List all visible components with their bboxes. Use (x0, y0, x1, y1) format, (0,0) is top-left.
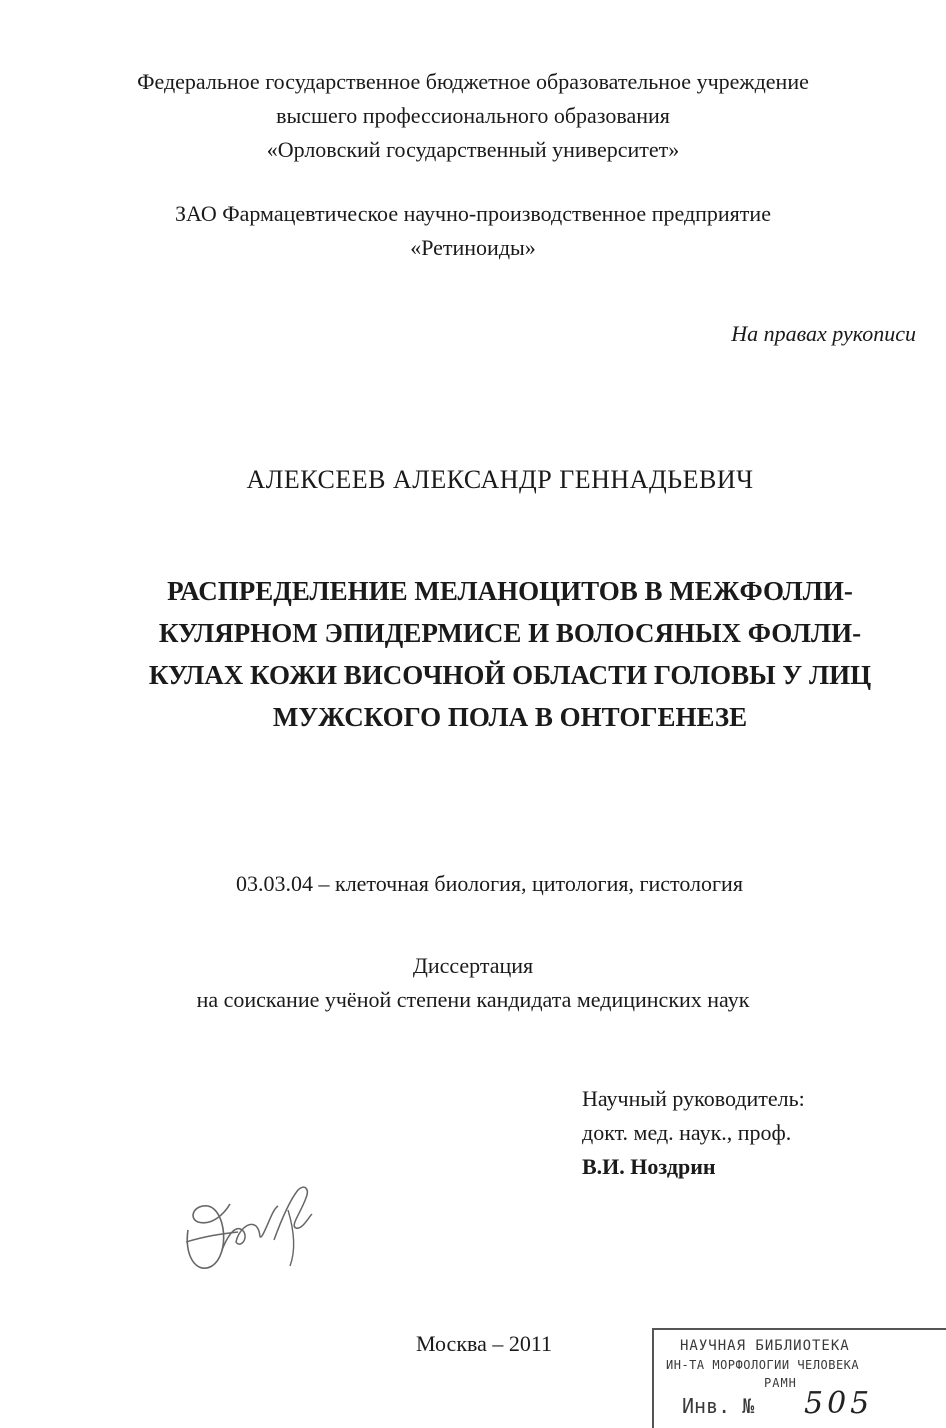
institution-line-1: Федеральное государственное бюджетное образовательное учреждение (137, 69, 809, 94)
title-line: КУЛЯРНОМ ЭПИДЕРМИСЕ И ВОЛОСЯНЫХ ФОЛЛИ- (158, 618, 862, 648)
supervisor-name: В.И. Ноздрин (582, 1154, 716, 1179)
handwritten-signature (178, 1170, 328, 1280)
supervisor-degree: докт. мед. наук., проф. (582, 1120, 792, 1145)
partner-line-1: ЗАО Фармацевтическое научно-производственное предприятие (175, 201, 771, 226)
specialty-code: 03.03.04 – клеточная биология, цитология, гистология (236, 871, 743, 896)
stamp-library: НАУЧНАЯ БИБЛИОТЕКА (680, 1338, 850, 1354)
library-stamp (652, 1328, 946, 1428)
rights-note: На правах рукописи (731, 321, 916, 346)
stamp-institute: ИН-ТА МОРФОЛОГИИ ЧЕЛОВЕКА (666, 1358, 860, 1372)
institution-line-2: высшего профессионального образования (276, 103, 670, 128)
dissertation-title (110, 570, 910, 738)
work-type-line-1: Диссертация (412, 953, 534, 978)
stamp-academy: РАМН (764, 1376, 797, 1390)
author-name: АЛЕКСЕЕВ АЛЕКСАНДР ГЕННАДЬЕВИЧ (246, 465, 754, 494)
stamp-inv-label: Инв. № (682, 1394, 755, 1418)
title-line: КУЛАХ КОЖИ ВИСОЧНОЙ ОБЛАСТИ ГОЛОВЫ У ЛИЦ (148, 660, 872, 690)
supervisor-label: Научный руководитель: (582, 1086, 805, 1111)
stamp-inv-number: 505 (804, 1386, 874, 1421)
institution-line-3: «Орловский государственный университет» (266, 137, 680, 162)
supervisor-block (582, 1082, 805, 1184)
work-type-line-2: на соискание учёной степени кандидата медицинских наук (196, 987, 750, 1012)
title-line: РАСПРЕДЕЛЕНИЕ МЕЛАНОЦИТОВ В МЕЖФОЛЛИ- (167, 576, 853, 606)
partner-line-2: «Ретиноиды» (410, 235, 536, 260)
place-year: Москва – 2011 (416, 1331, 553, 1356)
title-line: МУЖСКОГО ПОЛА В ОНТОГЕНЕЗЕ (272, 702, 748, 732)
